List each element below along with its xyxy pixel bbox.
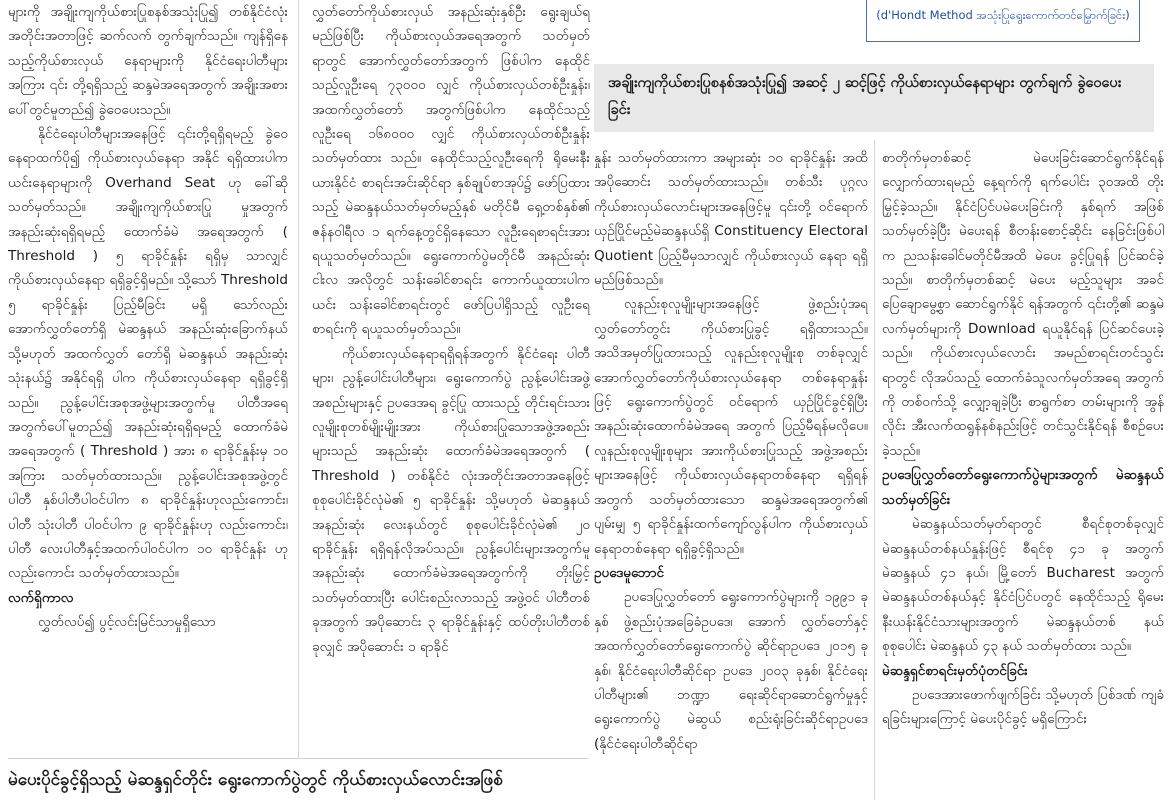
method-box: [866, 0, 1140, 42]
column-2: [312, 0, 590, 760]
col4-paragraph-1: စာတိုက်မှတစ်ဆင့် မဲပေးခြင်းဆောင်ရွက်နိုင်ရန် လျှောက်ထားရမည့် နေ့ရက်ကို ရက်ပေါင်း ၃၀အထိ တိုးမြှင့်ခဲ့သည်။ နိုင်ငံပြင်ပမဲပေးခြင်းကို နှစ်ရက် အဖြစ် သတ်မှတ်ခဲ့ပြီး မဲပေးရန် စီတန်းစောင့်ဆိုင်း နေခြင်းဖြစ်ပါက ညသန်းခေါင်မတိုင်မီအထိ မဲပေး ခွင့်ပြုရန် ပြင်ဆင်ခဲ့သည်။ စာတိုက်မှတစ်ဆင့် မဲပေး မည့်သူများ အခင်ပြေချောမွေ့စွာ ဆောင်ရွက်နိုင် ရန်အတွက် ၎င်းတို့၏ ဆန္ဒမဲလက်မှတ်များကို Download ရယူနိုင်ရန် ပြင်ဆင်ပေးခဲ့သည်။ ကိုယ်စားလှယ်လောင်း အမည်စာရင်းတင်သွင်း ရာတွင် လိုအပ်သည့် ထောက်ခံသူလက်မှတ်အရေ အတွက်ကို တစ်ဝက်သို့ လျှော့ချခဲ့ပြီး စာရွက်စာ တမ်းများကို အွန်လိုင်း အီးလက်ထရွန်နစ်နည်းဖြင့် တင်သွင်းနိုင်ရန် စီစဉ်ပေးခဲ့သည်။: [882, 150, 1164, 459]
section-heading-band: အချိုးကျကိုယ်စားပြုစနစ်အသုံးပြု၍ အဆင့် ၂ ဆင့်ဖြင့် ကိုယ်စားလှယ်နေရာများ တွက်ချက် ခွဲဝေပေးခြင်း: [594, 64, 1154, 132]
col1-paragraph-2: နိုင်ငံရေးပါတီများအနေဖြင့် ၎င်းတို့ရရှိရမည့် ခွဲဝေနေရာထက်ပို၍ ကိုယ်စားလှယ်နေရာ အနိုင် ရရှိထားပါက ယင်းနေရာများကို Overhand Seat ဟု ခေါ်ဆိုသတ်မှတ်သည်။ အချိုးကျကိုယ်စားပြု မှုအတွက် အနည်းဆုံးရရှိရမည့် ထောက်ခံမဲ အရေအတွက် ( Threshold ) ၅ ရာခိုင်နှုန်း ရရှိမှ သာလျှင် ကိုယ်စားလှယ်နေရာ ရရှိခွင့်ရှိမည်။ သို့သော် Threshold ၅ ရာခိုင်နှုန်း ပြည့်မီခြင်း မရှိ သော်လည်း အောက်လွှတ်တော်ရှိ မဲဆန္ဒနယ် အနည်းဆုံးခြောက်နယ် သို့မဟုတ် အထက်လွှတ် တော်ရှိ မဲဆန္ဒနယ် အနည်းဆုံးသုံးနယ်၌ အနိုင်ရရှိ ပါက ကိုယ်စားလှယ်နေရာ ရရှိခွင့်ရှိသည်။ ညွန့်ပေါင်းအစုအဖွဲ့များအတွက်မူ ပါတီအရေ အတွက်ပေါ်မူတည်၍ အနည်းဆုံးရရှိရမည့် ထောက်ခံမဲအရေအတွက် ( Threshold ) အား ၈ ရာခိုင်နှုန်းမှ ၁၀ အကြား သတ်မှတ်ထားသည်။ ညွန့်ပေါင်းအစုအဖွဲ့တွင် ပါတီ နှစ်ပါတီပါဝင်ပါက ၈ ရာခိုင်နှုန်းဟုလည်းကောင်း၊ ပါတီ သုံးပါတီ ပါဝင်ပါက ၉ ရာခိုင်နှုန်းဟု လည်းကောင်း၊ ပါတီ လေးပါတီနှင့်အထက်ပါဝင်ပါက ၁၀ ရာခိုင်နှုန်း ဟုလည်းကောင်း သတ်မှတ်ထားသည်။: [8, 126, 288, 582]
col4-heading-2: မဲဆန္ဒရှင်စာရင်းမှတ်ပုံတင်ခြင်း: [882, 662, 1028, 679]
col4-paragraph-2: မဲဆန္ဒနယ်သတ်မှတ်ရာတွင် စီရင်စုတစ်ခုလျှင် မဲဆန္ဒနယ်တစ်နယ်နှုန်းဖြင့် စီရင်စု ၄၁ ခု အတွက် မဲဆန္ဒနယ် ၄၁ နယ်၊ မြို့တော် Bucharest အတွက် မဲဆန္ဒနယ်တစ်နယ်နှင့် နိုင်ငံပြင်ပတွင် နေထိုင်သည့် ရိုမေးနီးယန်းနိုင်ငံသားများအတွက် မဲဆန္ဒနယ်တစ် နယ် စုစုပေါင်း မဲဆန္ဒနယ် ၄၃ နယ် သတ်မှတ်ထား သည်။: [882, 516, 1164, 655]
bottom-rule: [8, 758, 588, 759]
column-1: [8, 0, 288, 760]
col3-paragraph-3: ဥပဒေပြုလွှတ်တော် ရွေးကောက်ပွဲများကို ၁၉၉၁ ခုနှစ် ဖွဲ့စည်းပုံအခြေခံဥပဒေ၊ အောက် လွှတ်တော်နှင့် အထက်လွှတ်တော်ရွေးကောက်ပွဲ ဆိုင်ရာဥပဒေ ၂၀၁၅ ခုနှစ်၊ နိုင်ငံရေးပါတီဆိုင်ရာ ဥပဒေ ၂၀၀၃ ခုနှစ်၊ နိုင်ငံရေးပါတီများ၏ ဘဏ္ဍာ ရေးဆိုင်ရာဆောင်ရွက်မှုနှင့် ရွေးကောက်ပွဲ မဲဆွယ် စည်းရုံးခြင်းဆိုင်ရာဥပဒေ (နိုင်ငံရေးပါတီဆိုင်ရာ: [594, 589, 868, 752]
col3-paragraph-1: နှုန်း သတ်မှတ်ထားကာ အများဆုံး ၁၀ ရာခိုင်နှုန်း အထိ အပိုဆောင်း သတ်မှတ်ထားသည်။ တစ်သီး ပုဂ္ဂလကိုယ်စားလှယ်လောင်းများအနေဖြင့်မူ ၎င်းတို့ ဝင်ရောက်ယှဉ်ပြိုင်မည့်မဲဆန္ဒနယ်ရှိ Constituency Electoral Quotient ပြည့်မီမှသာလျှင် ကိုယ်စားလှယ် နေရာ ရရှိမည်ဖြစ်သည်။: [594, 150, 868, 289]
method-box-label: (d'Hondt Method အသုံးပြုရွေးကောက်တင်မြှောက်ခြင်း): [876, 8, 1130, 22]
column-4: [882, 146, 1164, 800]
col4-heading-1: ဥပဒေပြုလွှတ်တော်ရွေးကောက်ပွဲများအတွက် မဲဆန္ဒနယ်သတ်မှတ်ခြင်း: [882, 467, 1164, 508]
column-divider-1: [298, 0, 299, 758]
col3-heading: ဥပဒေမူဘောင်: [594, 564, 665, 581]
column-3: [594, 146, 868, 800]
col1-tail: လွှတ်လပ်၍ ပွင့်လင်းမြင်သာမှုရှိသော: [38, 614, 216, 631]
col1-heading: လက်ရှိကာလ: [8, 589, 74, 606]
col1-paragraph-1: များကို အချိုးကျကိုယ်စားပြုစနစ်အသုံးပြု၍ တစ်နိုင်ငံလုံး အတိုင်းအတာဖြင့် ဆက်လက် တွက်ချက်သည်။ ကျန်ရှိနေသည့်ကိုယ်စားလှယ် နေရာများကို နိုင်ငံရေးပါတီများအကြား ၎င်း တို့ရရှိသည့် ဆန္ဒမဲအရေအတွက် အချိုးအစား ပေါ်တွင်မူတည်၍ ခွဲဝေပေးသည်။: [8, 4, 288, 118]
col3-paragraph-2: လူနည်းစုလူမျိုးများအနေဖြင့် ဖွဲ့စည်းပုံအရ လွှတ်တော်တွင်း ကိုယ်စားပြုခွင့် ရရှိထားသည်။ အသိအမှတ်ပြုထားသည့် လူနည်းစုလူမျိုးစု တစ်ခုလျှင် အောက်လွှတ်တော်ကိုယ်စားလှယ်နေရာ တစ်နေရာနှုန်းဖြင့် ရွေးကောက်ပွဲတွင် ဝင်ရောက် ယှဉ်ပြိုင်ခွင့်ရှိပြီး အနည်းဆုံးထောက်ခံမဲအရေ အတွက် ပြည့်မီရန်မလိုပေ။ လူနည်းစုလူမျိုးစုများ အားကိုယ်စားပြုသည့် အဖွဲ့အစည်းများအနေဖြင့် ကိုယ်စားလှယ်နေရာတစ်နေရာ ရရှိရန်အတွက် သတ်မှတ်ထားသော ဆန္ဒမဲအရေအတွက်၏ ပျမ်းမျှ ၅ ရာခိုင်နှုန်းထက်ကျော်လွန်ပါက ကိုယ်စားလှယ် နေရာတစ်နေရာ ရရှိခွင့်ရှိသည်။: [594, 296, 868, 557]
bottom-section-title: မဲပေးပိုင်ခွင့်ရှိသည့် မဲဆန္ဒရှင်တိုင်း ရွေးကောက်ပွဲတွင် ကိုယ်စားလှယ်လောင်းအဖြစ်: [8, 770, 503, 790]
col4-tail: ဥပဒေအားဖောက်ဖျက်ခြင်း သို့မဟုတ် ပြစ်ဒဏ် ကျခံရခြင်းများကြောင့် မဲပေးပိုင်ခွင့် မရှိကြောင်း: [882, 686, 1164, 728]
column-divider-2: [874, 140, 875, 800]
col2-paragraph-1: လွှတ်တော်ကိုယ်စားလှယ် အနည်းဆုံးနှစ်ဦး ရွေးချယ်ရမည်ဖြစ်ပြီး ကိုယ်စားလှယ်အရေအတွက် သတ်မှတ်ရာတွင် အောက်လွှတ်တော်အတွက် ဖြစ်ပါက နေထိုင်သည့်လူဦးရေ ၇၃၀၀၀ လျှင် ကိုယ်စားလှယ်တစ်ဦးနှုန်း၊ အထက်လွှတ်တော် အတွက်ဖြစ်ပါက နေထိုင်သည့်လူဦးရေ ၁၆၈၀၀၀ လျှင် ကိုယ်စားလှယ်တစ်ဦးနှုန်း သတ်မှတ်ထား သည်။ နေထိုင်သည့်လူဦးရေကို ရိုမေးနီးယားနိုင်ငံ စာရင်းအင်းဆိုင်ရာ နှစ်ချုပ်စာအုပ်၌ ဖော်ပြထား သည့် မဲဆန္ဒနယ်သတ်မှတ်မည့်နှစ် မတိုင်မီ ရှေ့တစ်နှစ်၏ ဇန်နဝါရီလ ၁ ရက်နေ့တွင်ရှိနေသော လူဦးရေစာရင်းအား ရယူသတ်မှတ်သည်။ ရွေးကောက်ပွဲမတိုင်မီ အနည်းဆုံး ငါးလ အလိုတွင် သန်းခေါင်စာရင်း ကောက်ယူထားပါက ယင်း သန်းခေါင်စာရင်းတွင် ဖော်ပြပါရှိသည့် လူဦးရေ စာရင်းကို ရယူသတ်မှတ်သည်။: [312, 4, 590, 338]
col2-paragraph-2: ကိုယ်စားလှယ်နေရာရရှိရန်အတွက် နိုင်ငံရေး ပါတီများ၊ ညွန့်ပေါင်းပါတီများ၊ ရွေးကောက်ပွဲ ညွန့်ပေါင်းအဖွဲ့အစည်းများနှင့် ဥပဒေအရ ခွင့်ပြု ထားသည့် တိုင်းရင်းသားလူမျိုးစုတစ်မျိုးမျိုးအား ကိုယ်စားပြုသောအဖွဲ့အစည်းများသည် အနည်းဆုံး ထောက်ခံမဲအရေအတွက် ( Threshold ) တစ်နိုင်ငံ လုံးအတိုင်းအတာအနေဖြင့် စုစုပေါင်းခိုင်လုံမဲ၏ ၅ ရာခိုင်နှုန်း သို့မဟုတ် မဲဆန္ဒနယ် အနည်းဆုံး လေးနယ်တွင် စုစုပေါင်းခိုင်လုံမဲ၏ ၂၀ ရာခိုင်နှုန်း ရရှိရန်လိုအပ်သည်။ ညွန့်ပေါင်းများအတွက်မူ အနည်းဆုံး ထောက်ခံမဲအရေအတွက်ကို တိုးမြှင့် သတ်မှတ်ထားပြီး ပေါင်းစည်းလာသည့် အဖွဲ့ဝင် ပါတီတစ်ခုအတွက် အပိုဆောင်း ၃ ရာခိုင်နှုန်းနှင့် ထပ်တိုးပါတီတစ်ခုလျှင် အပိုဆောင်း ၁ ရာခိုင်: [312, 345, 590, 655]
